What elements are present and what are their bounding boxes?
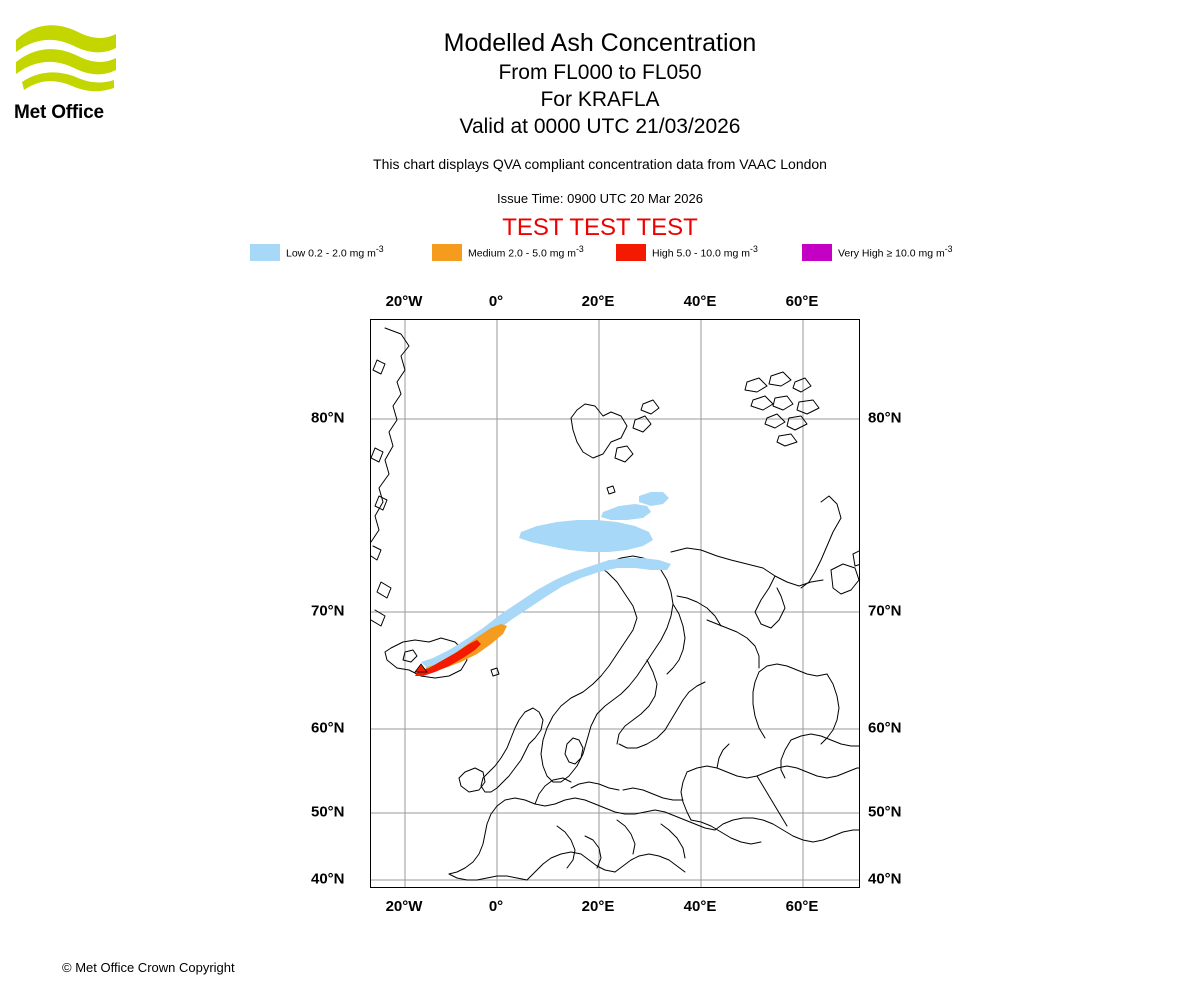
lat-label-left-1: 70°N <box>311 602 345 620</box>
legend-item-high <box>616 243 758 261</box>
lon-label-bottom-2: 20°E <box>581 898 615 915</box>
chart-subtitle: This chart displays QVA compliant concentration data from VAAC London <box>373 156 827 172</box>
lon-label-top-0: 20°W <box>385 293 423 310</box>
lat-label-left-4: 40°N <box>311 870 345 888</box>
legend-label-medium: Medium 2.0 - 5.0 mg $m^{-3}$ <box>468 244 584 260</box>
legend-label-low: Low 0.2 - 2.0 mg $m^{-3}$ <box>286 244 384 260</box>
legend-swatch-medium <box>432 244 462 261</box>
coastlines <box>371 328 860 880</box>
lon-label-bottom-1: 0° <box>488 898 504 915</box>
lat-label-right-0: 80°N <box>868 409 902 427</box>
legend-label-very-high: Very High ≥ 10.0 mg $m^{-3}$ <box>838 244 953 260</box>
ash-plume-low <box>421 492 671 668</box>
map-canvas <box>371 320 860 888</box>
met-office-wordmark: Met Office <box>14 102 104 123</box>
lat-label-right-2: 60°N <box>868 719 902 737</box>
title-line-1: Modelled Ash Concentration <box>443 29 757 57</box>
legend-swatch-very-high <box>802 244 832 261</box>
title-line-2: From FL000 to FL050 <box>498 61 702 84</box>
lon-label-top-3: 40°E <box>683 293 717 310</box>
concentration-legend <box>250 243 990 261</box>
copyright-notice: © Met Office Crown Copyright <box>62 960 235 975</box>
ash-concentration-map[interactable] <box>370 319 860 888</box>
title-line-3: For KRAFLA <box>540 88 660 111</box>
lat-label-right-1: 70°N <box>868 602 902 620</box>
legend-label-high: High 5.0 - 10.0 mg $m^{-3}$ <box>652 244 758 260</box>
test-banner: TEST TEST TEST <box>502 214 698 241</box>
legend-item-very-high <box>802 243 953 261</box>
lon-label-bottom-3: 40°E <box>683 898 717 915</box>
issue-time: Issue Time: 0900 UTC 20 Mar 2026 <box>497 191 703 206</box>
lon-label-top-2: 20°E <box>581 293 615 310</box>
legend-item-low <box>250 243 384 261</box>
legend-swatch-low <box>250 244 280 261</box>
lon-label-bottom-4: 60°E <box>785 898 819 915</box>
lat-label-right-3: 50°N <box>868 803 902 821</box>
title-line-4: Valid at 0000 UTC 21/03/2026 <box>459 115 741 138</box>
lat-label-left-0: 80°N <box>311 409 345 427</box>
legend-item-medium <box>432 243 584 261</box>
lat-label-left-2: 60°N <box>311 719 345 737</box>
graticule <box>371 320 860 888</box>
lon-label-top-1: 0° <box>488 293 504 310</box>
page-title <box>0 28 1200 140</box>
lon-label-top-4: 60°E <box>785 293 819 310</box>
lon-label-bottom-0: 20°W <box>385 898 423 915</box>
legend-swatch-high <box>616 244 646 261</box>
lat-label-right-4: 40°N <box>868 870 902 888</box>
lat-label-left-3: 50°N <box>311 803 345 821</box>
